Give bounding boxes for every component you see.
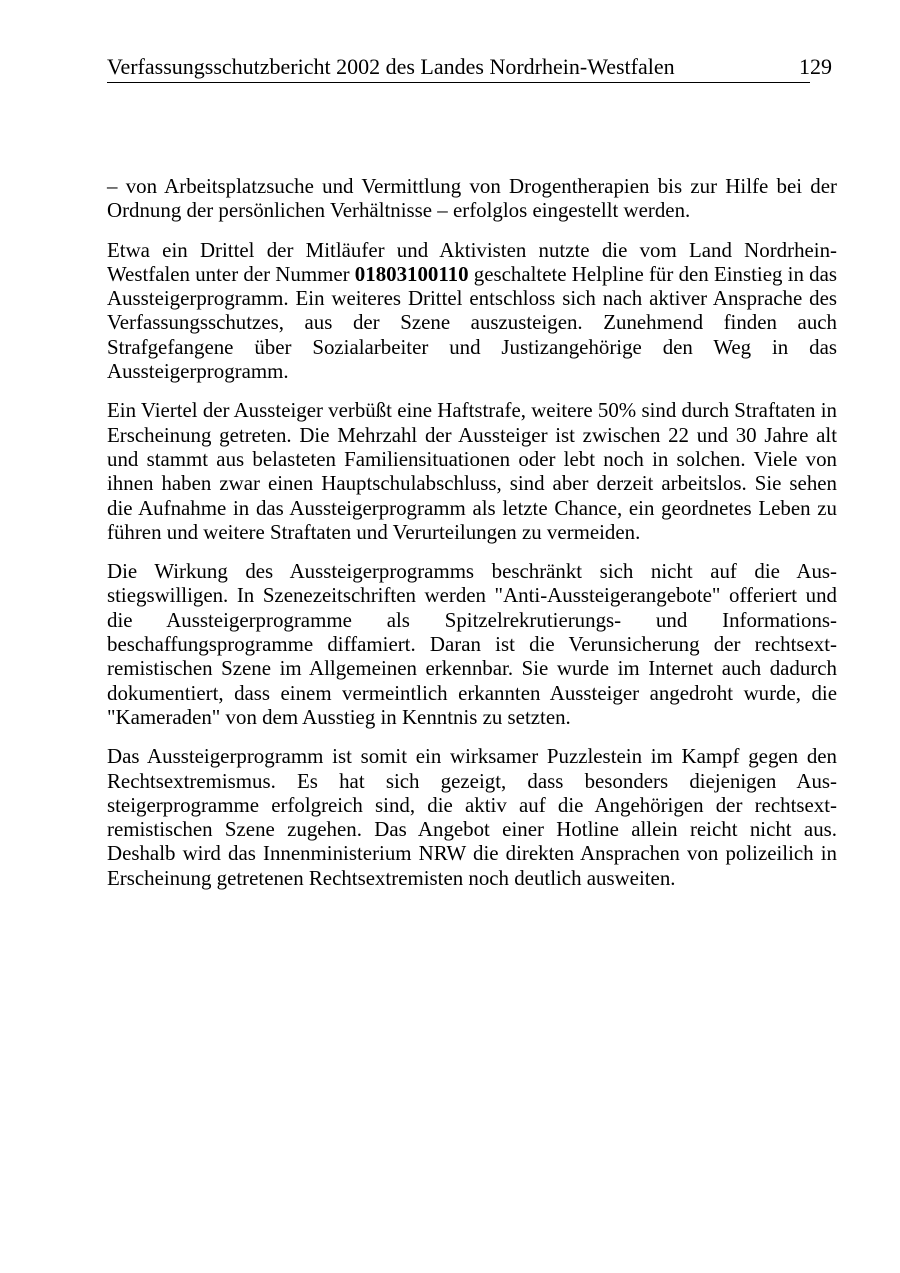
body-text [107,174,837,905]
paragraph-4: Die Wirkung des Aussteigerprogramms beschränkt sich nicht auf die Ausstiegswilligen. In Szenezeitschriften werden "Anti-Aussteigerangebote" offeriert und die Aussteigerprogramme als Spitzelrekrutierungs- und Informationsbeschaffungsprogramme diffamiert. Daran ist die Verunsicherung der rechtsextremistischen Szene im Allgemeinen erkennbar. Sie wurde im Internet auch dadurch dokumentiert, dass einem vermeintlich erkannten Aussteiger angedroht wurde, die "Kameraden" von dem Ausstieg in Kenntnis zu setzten. [107,559,837,729]
helpline-number: 01803100110 [354,261,469,286]
paragraph-1: – von Arbeitsplatzsuche und Vermittlung von Drogentherapien bis zur Hilfe bei der Ordnung der persönlichen Verhältnisse – erfolglos eingestellt werden. [107,174,837,223]
header-title: Verfassungsschutzbericht 2002 des Landes Nordrhein-Westfalen [107,54,675,79]
running-header [107,52,810,83]
paragraph-5: Das Aussteigerprogramm ist somit ein wirksamer Puzzlestein im Kampf gegen den Rechtsextremismus. Es hat sich gezeigt, dass besonders diejenigen Aussteigerprogramme erfolgreich sind, die aktiv auf die Angehörigen der rechtsextremistischen Szene zugehen. Das Angebot einer Hotline allein reicht nicht aus. Deshalb wird das Innenministerium NRW die direkten Ansprachen von polizeilich in Erscheinung getretenen Rechtsextremisten noch deutlich ausweiten. [107,744,837,890]
paragraph-2-text-end: geschaltete Helpline für den Einstieg in das Aussteigerprogramm. Ein weiteres Drittel entschloss sich nach aktiver Ansprache des Verfassungsschutzes, aus der Szene auszusteigen. Zunehmend finden auch Strafgefangene über Sozialarbeiter und Justizangehörige den Weg in das Aussteigerprogramm. [107,261,837,384]
paragraph-2 [107,238,837,384]
page-number: 129 [799,54,832,79]
paragraph-3: Ein Viertel der Aussteiger verbüßt eine Haftstrafe, weitere 50% sind durch Straftaten in Erscheinung getreten. Die Mehrzahl der Aussteiger ist zwischen 22 und 30 Jahre alt und stammt aus belasteten Familiensituationen oder lebt noch in solchen. Viele von ihnen haben zwar einen Hauptschulabschluss, sind aber derzeit arbeitslos. Sie sehen die Aufnahme in das Aussteigerprogramm als letzte Chance, ein geordnetes Leben zu führen und weitere Straftaten und Verurteilungen zu vermeiden. [107,398,837,544]
paragraph-2-text-start: Etwa ein Drittel der Mitläufer und Aktivisten nutzte die vom Land Nordrhein-Westfalen unter der Nummer [107,237,837,286]
